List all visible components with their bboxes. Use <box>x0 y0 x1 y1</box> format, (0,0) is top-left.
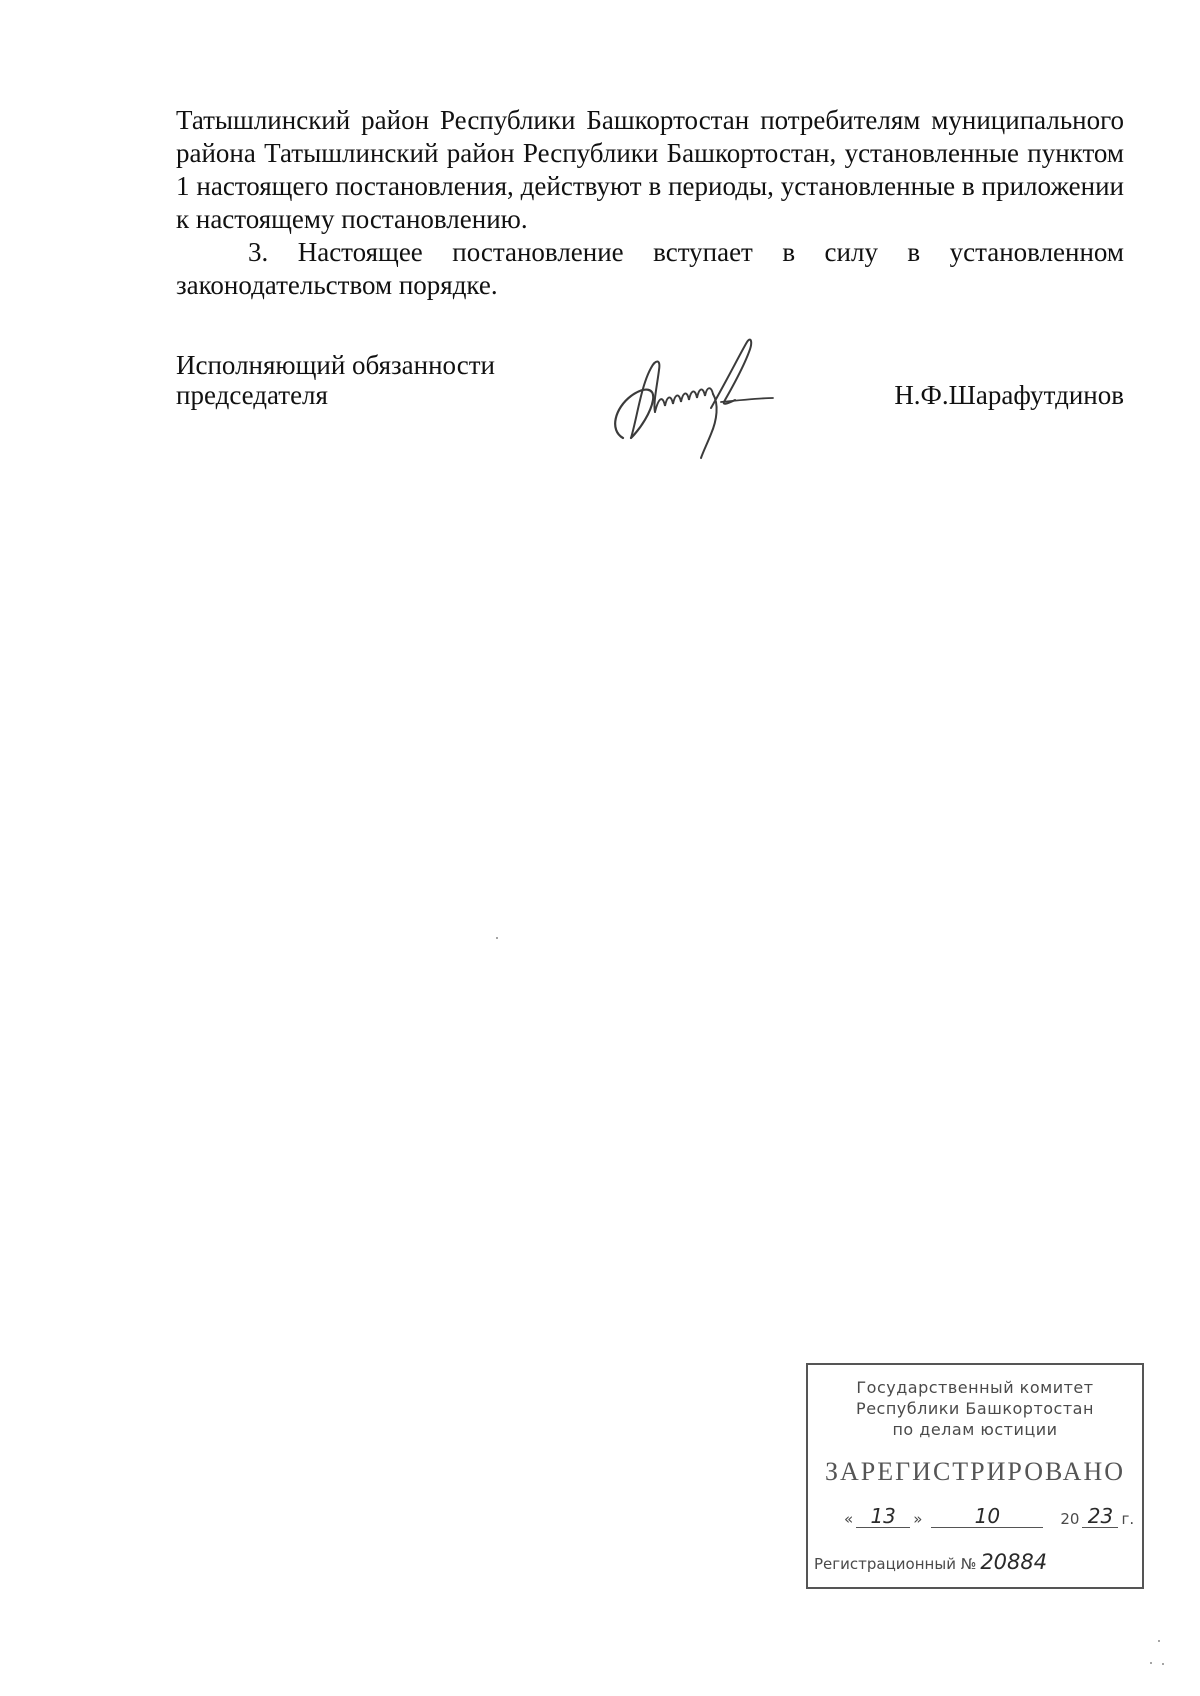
scan-speck <box>1150 1662 1152 1664</box>
registration-stamp <box>806 1363 1144 1589</box>
stamp-organization <box>808 1377 1142 1440</box>
scan-speck <box>1162 1663 1164 1665</box>
paragraph-continuation: Татышлинский район Республики Башкортостан потребителям муниципального района Татышлинский район Республики Башкортостан, установленные пунктом 1 настоящего постановления, действуют в периоды, установленные в приложении к настоящему постановлению. <box>176 105 1124 234</box>
handwritten-signature <box>601 334 781 464</box>
stamp-year-suffix: 23 <box>1082 1505 1118 1528</box>
stamp-close-quote: » <box>913 1510 923 1528</box>
scan-speck <box>496 937 498 939</box>
signer-title <box>176 350 495 410</box>
stamp-year-unit: г. <box>1121 1510 1135 1528</box>
stamp-registration-number <box>814 1551 1047 1573</box>
paragraph-3: 3. Настоящее постановление вступает в силу в установленном законодательством порядке. <box>176 237 1124 300</box>
stamp-status: ЗАРЕГИСТРИРОВАНО <box>825 1457 1125 1486</box>
stamp-org-line-1: Государственный комитет <box>856 1378 1094 1397</box>
stamp-day: 13 <box>856 1505 910 1528</box>
stamp-date <box>844 1505 1134 1528</box>
stamp-reg-number: 20884 <box>980 1550 1048 1574</box>
signer-name: Н.Ф.Шарафутдинов <box>894 380 1124 410</box>
signer-title-line-2: председателя <box>176 380 328 410</box>
stamp-month: 10 <box>931 1505 1043 1528</box>
document-body <box>176 104 1124 302</box>
stamp-year-prefix: 20 <box>1060 1510 1080 1528</box>
stamp-org-line-3: по делам юстиции <box>892 1420 1058 1439</box>
signer-title-line-1: Исполняющий обязанности <box>176 350 495 380</box>
stamp-org-line-2: Республики Башкортостан <box>856 1399 1094 1418</box>
stamp-open-quote: « <box>844 1510 854 1528</box>
stamp-reg-label: Регистрационный № <box>814 1555 977 1573</box>
signature-block <box>176 350 1124 460</box>
scan-speck <box>1158 1640 1160 1642</box>
